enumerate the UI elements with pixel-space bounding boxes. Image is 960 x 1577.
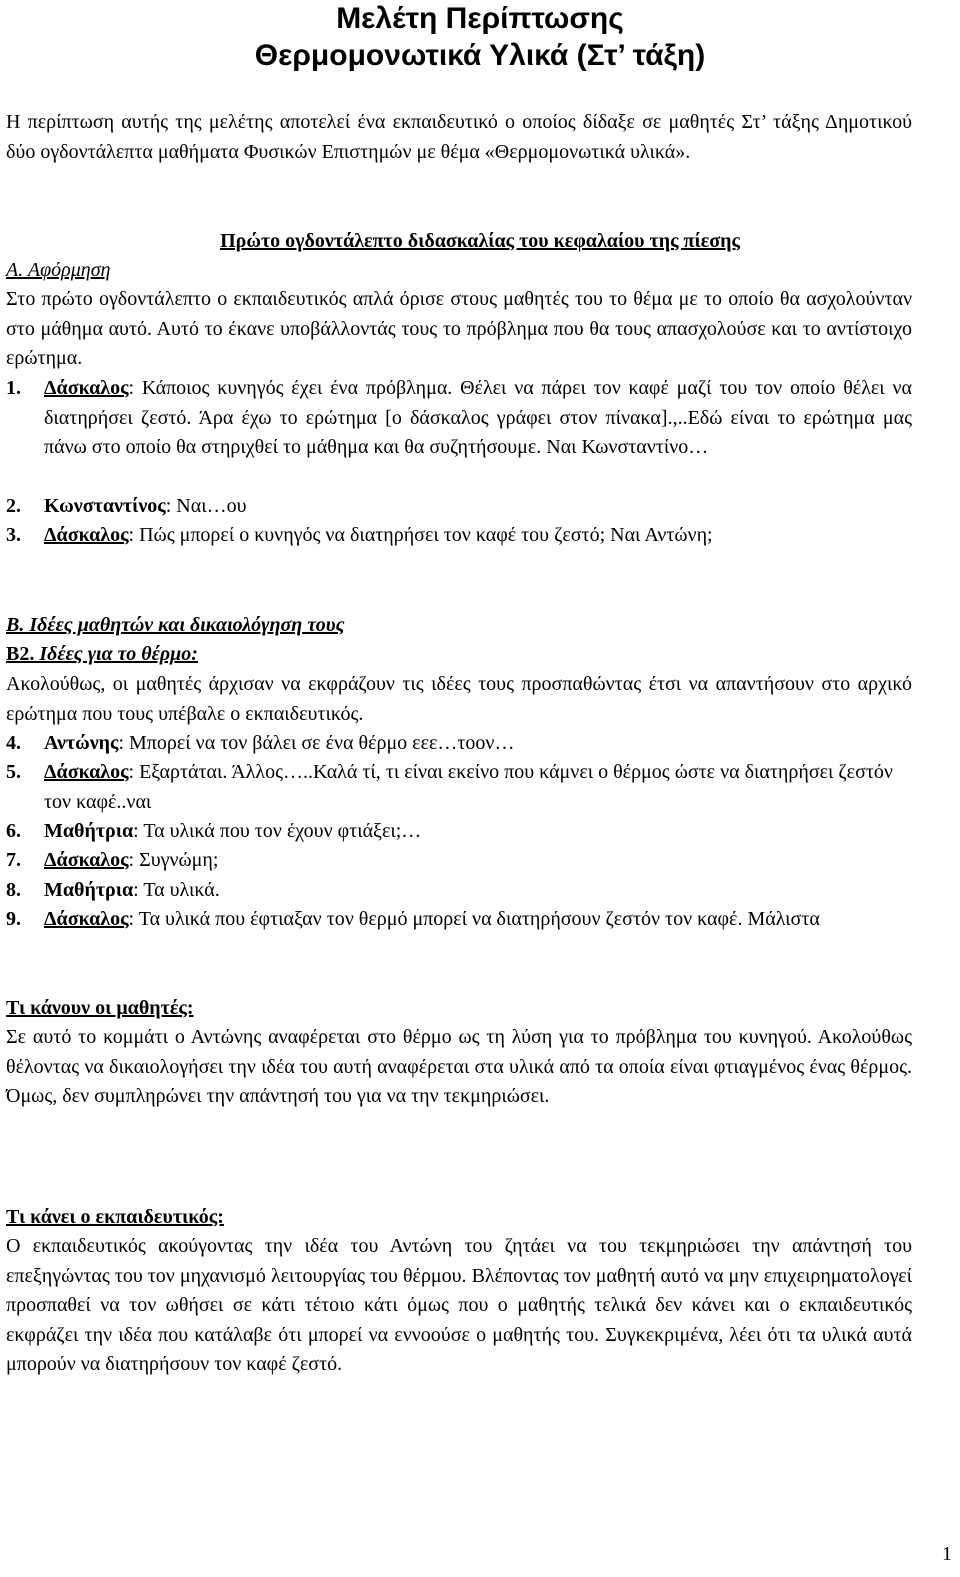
part-b2-label: Β2. [6, 643, 35, 665]
item-number: 3. [6, 524, 21, 546]
dialogue-item [6, 729, 912, 759]
part-b2-title: Ιδέες για το θέρμο: [34, 643, 198, 665]
item-number: 9. [6, 908, 21, 930]
teacher-paragraph: Ο εκπαιδευτικός ακούγοντας την ιδέα του Αντώνη του ζητάει να του τεκμηριώσει την απάντησή του επεξηγώντας του τον μηχανισμό λειτουργίας του θέρμου. Βλέποντας τον μαθητή αυτό να μην επιχειρηματολογεί προσπαθεί να τον ωθήσει σε κάτι τέτοιο κάτι όμως που ο μαθητής τελικά δεν κάνει και ο εκπαιδευτικός εκφράζει την ιδέα που κατάλαβε ότι μπορεί να εννοούσε ο μαθητής του. Συγκεκριμένα, λέει ότι τα υλικά αυτά μπορούν να διατηρήσουν τον καφέ ζεστό. [6, 1235, 912, 1375]
item-number: 6. [6, 820, 21, 842]
page-title-line2: Θερμομονωτικά Υλικά (Στ’ τάξη) [254, 39, 706, 72]
students-heading: Τι κάνουν οι μαθητές: [6, 997, 194, 1019]
utterance: : Ναι…ου [165, 495, 247, 517]
part-a-paragraph: Στο πρώτο ογδοντάλεπτο ο εκπαιδευτικός απλά όρισε στους μαθητές του το θέμα με το οποίο θα ασχολούνταν στο μάθημα αυτό. Αυτό το έκανε υποβάλλοντάς τους το πρόβλημα που θα τους απασχολούσε και το αντίστοιχο ερώτημα. [6, 288, 912, 369]
utterance: : Συγνώμη; [128, 849, 219, 871]
speaker-name: Μαθήτρια [44, 879, 134, 901]
speaker-name: Δάσκαλος [44, 761, 129, 783]
speaker-name: Αντώνης [44, 732, 119, 754]
part-b2-heading [6, 640, 198, 670]
part-b-heading: Β. Ιδέες μαθητών και δικαιολόγηση τους [6, 614, 345, 636]
speaker-name: Δάσκαλος [44, 849, 129, 871]
dialogue-item [6, 876, 912, 906]
students-paragraph: Σε αυτό το κομμάτι ο Αντώνης αναφέρεται στο θέρμο ως τη λύση για το πρόβλημα του κυνηγού. Ακολούθως θέλοντας να δικαιολογήσει την ιδέα του αυτή αναφέρεται στα υλικά από τα οποία είναι φτιαγμένος ένας θέρμος. Όμως, δεν συμπληρώνει την απάντησή του για να την τεκμηριώσει. [6, 1026, 912, 1107]
section-heading: Πρώτο ογδοντάλεπτο διδασκαλίας του κεφαλαίου της πίεσης [220, 230, 740, 252]
utterance: : Πώς μπορεί ο κυνηγός να διατηρήσει τον καφέ του ζεστό; Ναι Αντώνη; [128, 524, 713, 546]
dialogue-item [6, 758, 912, 817]
dialogue-item [6, 521, 912, 551]
item-number: 7. [6, 849, 21, 871]
speaker-name: Κωνσταντίνος [44, 495, 166, 517]
part-a-heading: Α. Αφόρμηση [6, 259, 111, 281]
speaker-name: Δάσκαλος [44, 908, 129, 930]
item-number: 8. [6, 879, 21, 901]
dialogue-item [6, 817, 912, 847]
utterance: : Τα υλικά που τον έχουν φτιάξει;… [133, 820, 422, 842]
utterance: : Εξαρτάται. Άλλος…..Καλά τί, τι είναι εκείνο που κάμνει ο θέρμος ώστε να διατηρήσει ζεστόν τον καφέ..ναι [44, 761, 893, 813]
utterance: : Τα υλικά που έφτιαξαν τον θερμό μπορεί να διατηρήσουν ζεστόν τον καφέ. Μάλιστα [128, 908, 820, 930]
item-number: 4. [6, 732, 21, 754]
item-number: 2. [6, 495, 21, 517]
item-number: 1. [6, 377, 21, 399]
utterance: : Μπορεί να τον βάλει σε ένα θέρμο εεε…τοον… [118, 732, 515, 754]
dialogue-item [6, 492, 912, 522]
utterance: : Κάποιος κυνηγός έχει ένα πρόβλημα. Θέλει να πάρει τον καφέ μαζί του τον οποίο θέλει να διατηρήσει ζεστό. Άρα έχω το ερώτημα [ο δάσκαλος γράφει στον πίνακα].,..Εδώ είναι το ερώτημα μας πάνω στο οποίο θα στηριχθεί το μάθημα και θα συζητήσουμε. Ναι Κωνσταντίνο… [44, 377, 912, 458]
intro-paragraph: Η περίπτωση αυτής της μελέτης αποτελεί ένα εκπαιδευτικό ο οποίος δίδαξε σε μαθητές Στ’ τάξης Δημοτικού δύο ογδοντάλεπτα μαθήματα Φυσικών Επιστημών με θέμα «Θερμομονωτικά υλικά». [6, 111, 912, 163]
part-b-paragraph: Ακολούθως, οι μαθητές άρχισαν να εκφράζουν τις ιδέες τους προσπαθώντας έτσι να απαντήσουν στο αρχικό ερώτημα που τους υπέβαλε ο εκπαιδευτικός. [6, 673, 912, 725]
speaker-name: Μαθήτρια [44, 820, 134, 842]
dialogue-item [6, 846, 912, 876]
teacher-heading: Τι κάνει ο εκπαιδευτικός: [6, 1206, 224, 1228]
utterance: : Τα υλικά. [133, 879, 220, 901]
speaker-name: Δάσκαλος [44, 377, 129, 399]
dialogue-item [6, 374, 912, 463]
item-number: 5. [6, 761, 21, 783]
speaker-name: Δάσκαλος [44, 524, 129, 546]
dialogue-item [6, 905, 912, 935]
page-number: 1 [942, 1543, 952, 1565]
page-title-line1: Μελέτη Περίπτωσης [336, 2, 624, 35]
